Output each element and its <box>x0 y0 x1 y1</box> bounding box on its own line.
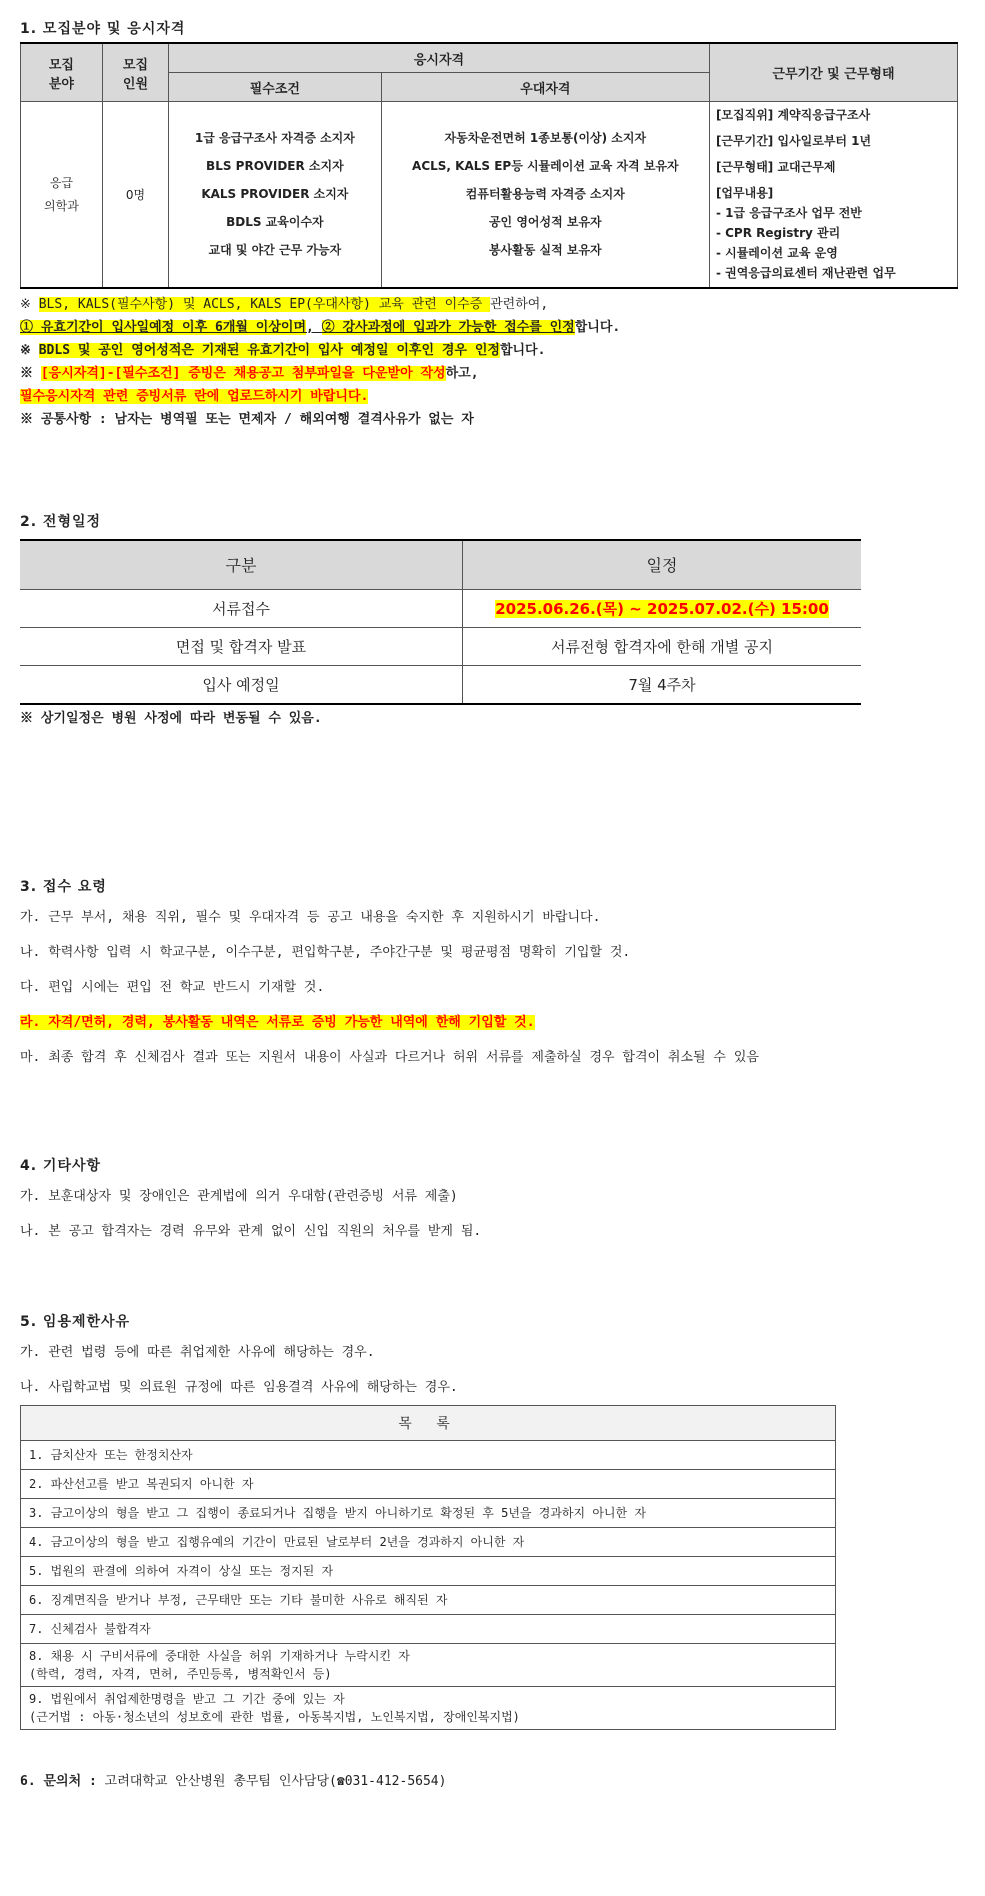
required-cell: 1급 응급구조사 자격증 소지자 BLS PROVIDER 소지자 KALS PROVIDER 소지자 BDLS 교육이수자 교대 및 야간 근무 가능자 <box>169 102 382 288</box>
section-6-title: 6. 문의처 : <box>20 1773 97 1789</box>
other-notes <box>20 1179 965 1249</box>
header-field: 모집 분야 <box>21 43 103 102</box>
table-row: 입사 예정일 7월 4주차 <box>20 665 861 704</box>
job-posting <box>20 18 965 1789</box>
section-1-title: 1. 모집분야 및 응시자격 <box>20 21 186 37</box>
section-5-title: 5. 임용제한사유 <box>20 1313 131 1330</box>
table-row: 9. 법원에서 취업제한명령을 받고 그 기간 중에 있는 자 (근거법 : 아동·청소년의 성보호에 관한 법률, 아동복지법, 노인복지법, 장애인복지법) <box>21 1686 836 1729</box>
section-3-title: 3. 접수 요령 <box>20 878 107 895</box>
table-row: 4. 금고이상의 형을 받고 집행유예의 기간이 만료된 날로부터 2년을 경과하지 아니한 자 <box>21 1527 836 1556</box>
header-work: 근무기간 및 근무형태 <box>709 43 957 102</box>
note-1: ※ BLS, KALS(필수사항) 및 ACLS, KALS EP(우대사항) 교육 관련 이수증 관련하여, <box>20 296 549 312</box>
list-item: 가. 근무 부서, 채용 직위, 필수 및 우대자격 등 공고 내용을 숙지한 후 지원하시기 바랍니다. <box>20 909 601 925</box>
list-item: 라. 자격/면허, 경력, 봉사활동 내역은 서류로 증빙 가능한 내역에 한해 기입할 것. <box>20 1014 535 1030</box>
list-item: 가. 보훈대상자 및 장애인은 관계법에 의거 우대함(관련증빙 서류 제출) <box>20 1188 458 1204</box>
table-row: 2. 파산선고를 받고 복권되지 아니한 자 <box>21 1469 836 1498</box>
note-3: ※ BDLS 및 공인 영어성적은 기재된 유효기간이 입사 예정일 이후인 경우 인정합니다. <box>20 342 546 358</box>
schedule-header-category: 구분 <box>20 540 463 590</box>
list-item: 나. 사립학교법 및 의료원 규정에 따른 임용결격 사유에 해당하는 경우. <box>20 1379 458 1395</box>
list-item: 나. 본 공고 합격자는 경력 유무와 관계 없이 신입 직원의 처우를 받게 됨. <box>20 1223 482 1239</box>
application-period: 2025.06.26.(목) ~ 2025.07.02.(수) 15:00 <box>495 599 829 618</box>
table-row: 면접 및 합격자 발표 서류전형 합격자에 한해 개별 공지 <box>20 627 861 665</box>
application-guidelines <box>20 900 965 1075</box>
preferred-cell: 자동차운전면허 1종보통(이상) 소지자 ACLS, KALS EP등 시뮬레이션 교육 자격 보유자 컴퓨터활용능력 자격증 소지자 공인 영어성적 보유자 봉사활동 실적 보유자 <box>381 102 709 288</box>
disqualification-header: 목 록 <box>21 1405 836 1440</box>
qualification-table <box>20 42 958 289</box>
table-row: 7. 신체검사 불합격자 <box>21 1614 836 1643</box>
section-2-title: 2. 전형일정 <box>20 513 102 530</box>
list-item: 가. 관련 법령 등에 따른 취업제한 사유에 해당하는 경우. <box>20 1344 375 1360</box>
note-6: ※ 공통사항 : 남자는 병역필 또는 면제자 / 해외여행 결격사유가 없는 자 <box>20 411 474 427</box>
section-4-title: 4. 기타사항 <box>20 1157 102 1174</box>
header-qualification: 응시자격 <box>169 43 710 73</box>
count-cell: 0명 <box>102 102 168 288</box>
header-required: 필수조건 <box>169 73 382 102</box>
schedule-header-date: 일정 <box>463 540 862 590</box>
note-5: 필수응시자격 관련 증빙서류 란에 업로드하시기 바랍니다. <box>20 388 369 404</box>
contact-info: 고려대학교 안산병원 총무팀 인사담당(☎031-412-5654) <box>96 1773 447 1789</box>
qualification-notes <box>20 293 965 431</box>
note-4: ※ [응시자격]-[필수조건] 증빙은 채용공고 첨부파일을 다운받아 작성하고, <box>20 365 479 381</box>
disqualification-table <box>20 1405 836 1730</box>
field-cell: 응급 의학과 <box>21 102 103 288</box>
table-row: 5. 법원의 판결에 의하여 자격이 상실 또는 정지된 자 <box>21 1556 836 1585</box>
schedule-table <box>20 539 861 705</box>
table-row: 6. 징계면직을 받거나 부정, 근무태만 또는 기타 불미한 사유로 해직된 자 <box>21 1585 836 1614</box>
work-cell: [모집직위] 계약직응급구조사 [근무기간] 입사일로부터 1년 [근무형태] 교대근무제 [업무내용] - 1급 응급구조사 업무 전반 - CPR Registry 관리 - 시뮬레이션 교육 운영 - 권역응급의료센터 재난관련 업무 <box>709 102 957 288</box>
list-item: 마. 최종 합격 후 신체검사 결과 또는 지원서 내용이 사실과 다르거나 허위 서류를 제출하실 경우 합격이 취소될 수 있음 <box>20 1049 759 1065</box>
list-item: 나. 학력사항 입력 시 학교구분, 이수구분, 편입학구분, 주야간구분 및 평균평점 명확히 기입할 것. <box>20 944 631 960</box>
list-item: 다. 편입 시에는 편입 전 학교 반드시 기재할 것. <box>20 979 325 995</box>
table-row: 1. 금치산자 또는 한정치산자 <box>21 1440 836 1469</box>
table-row: 서류접수 2025.06.26.(목) ~ 2025.07.02.(수) 15:00 <box>20 589 861 627</box>
restriction-reasons <box>20 1335 965 1405</box>
contact-line <box>20 1770 965 1789</box>
schedule-note: ※ 상기일정은 병원 사정에 따라 변동될 수 있음. <box>20 710 322 726</box>
table-row: 3. 금고이상의 형을 받고 그 집행이 종료되거나 집행을 받지 아니하기로 확정된 후 5년을 경과하지 아니한 자 <box>21 1498 836 1527</box>
header-preferred: 우대자격 <box>381 73 709 102</box>
header-count: 모집 인원 <box>102 43 168 102</box>
note-2: ① 유효기간이 입사일예정 이후 6개월 이상이며, ② 강사과정에 입과가 가능한 접수를 인정합니다. <box>20 319 621 335</box>
table-row: 8. 채용 시 구비서류에 중대한 사실을 허위 기재하거나 누락시킨 자 (학력, 경력, 자격, 면허, 주민등록, 병적확인서 등) <box>21 1643 836 1686</box>
